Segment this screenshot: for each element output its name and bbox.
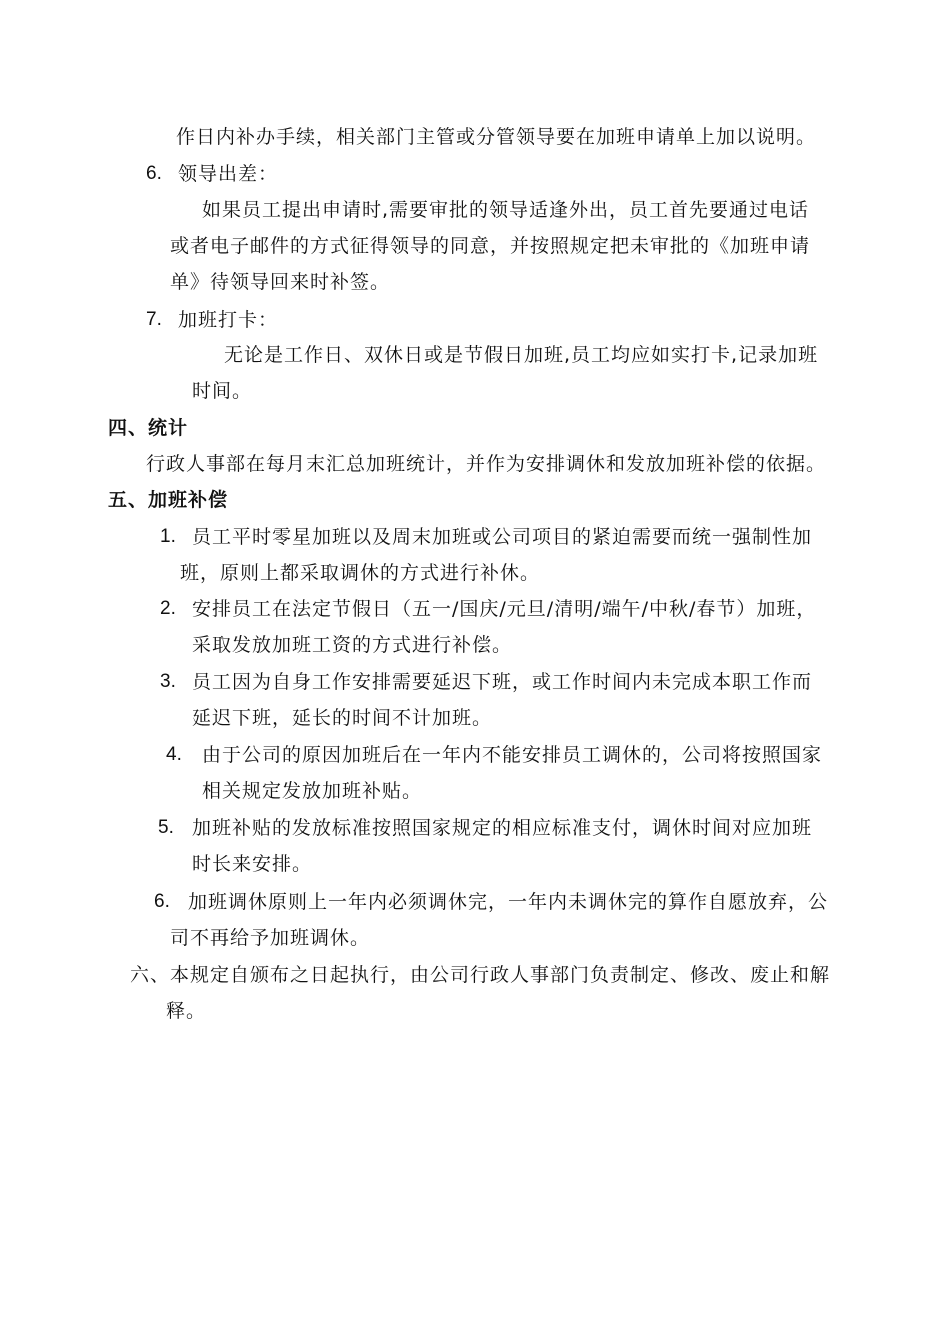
comp-item-2-line-1: 安排员工在法定节假日（五一/国庆/元旦/清明/端午/中秋/春节）加班，: [192, 598, 817, 620]
comp-item-1-line-1: 员工平时零星加班以及周末加班或公司项目的紧迫需要而统一强制性加: [192, 526, 813, 548]
item-6-line-1: 如果员工提出申请时,需要审批的领导适逢外出，员工首先要通过电话: [202, 199, 810, 221]
comp-item-2-line-2: 采取发放加班工资的方式进行补偿。: [192, 634, 513, 656]
item-7-line-1: 无论是工作日、双休日或是节假日加班,员工均应如实打卡,记录加班: [224, 344, 819, 366]
comp-item-6-line-1: 加班调休原则上一年内必须调休完，一年内未调休完的算作自愿放弃，公: [188, 891, 829, 913]
comp-item-5-line-2: 时长来安排。: [192, 853, 313, 875]
intro-line: 作日内补办手续，相关部门主管或分管领导要在加班申请单上加以说明。: [176, 126, 817, 148]
comp-item-5-number: 5.: [158, 817, 174, 838]
comp-item-1-line-2: 班，原则上都采取调休的方式进行补休。: [180, 562, 541, 584]
comp-item-3-number: 3.: [160, 671, 176, 692]
comp-item-5-line-1: 加班补贴的发放标准按照国家规定的相应标准支付，调休时间对应加班: [192, 817, 813, 839]
comp-item-6-line-2: 司不再给予加班调休。: [170, 927, 371, 949]
section-4-text: 行政人事部在每月末汇总加班统计，并作为安排调休和发放加班补偿的依据。: [146, 453, 827, 475]
comp-item-3-line-1: 员工因为自身工作安排需要延迟下班，或工作时间内未完成本职工作而: [192, 671, 813, 693]
comp-item-3-line-2: 延迟下班，延长的时间不计加班。: [192, 707, 493, 729]
comp-item-1-number: 1.: [160, 526, 176, 547]
comp-item-4-number: 4.: [166, 744, 182, 765]
section-6-line-2: 释。: [166, 1000, 207, 1022]
item-6-line-3: 单》待领导回来时补签。: [170, 271, 391, 293]
comp-item-4-line-2: 相关规定发放加班补贴。: [202, 780, 423, 802]
comp-item-6-number: 6.: [154, 891, 170, 912]
comp-item-2-number: 2.: [160, 598, 176, 619]
item-7-title: 加班打卡：: [178, 309, 279, 331]
item-7-line-2: 时间。: [192, 380, 253, 402]
section-4-heading: 四、统计: [108, 417, 189, 439]
item-7-number: 7.: [146, 309, 162, 330]
item-6-title: 领导出差：: [178, 163, 279, 185]
section-6-line-1: 六、本规定自颁布之日起执行，由公司行政人事部门负责制定、修改、废止和解: [130, 964, 831, 986]
section-5-heading: 五、加班补偿: [108, 489, 229, 511]
item-6-number: 6.: [146, 163, 162, 184]
comp-item-4-line-1: 由于公司的原因加班后在一年内不能安排员工调休的，公司将按照国家: [202, 744, 823, 766]
item-6-line-2: 或者电子邮件的方式征得领导的同意，并按照规定把未审批的《加班申请: [170, 235, 811, 257]
